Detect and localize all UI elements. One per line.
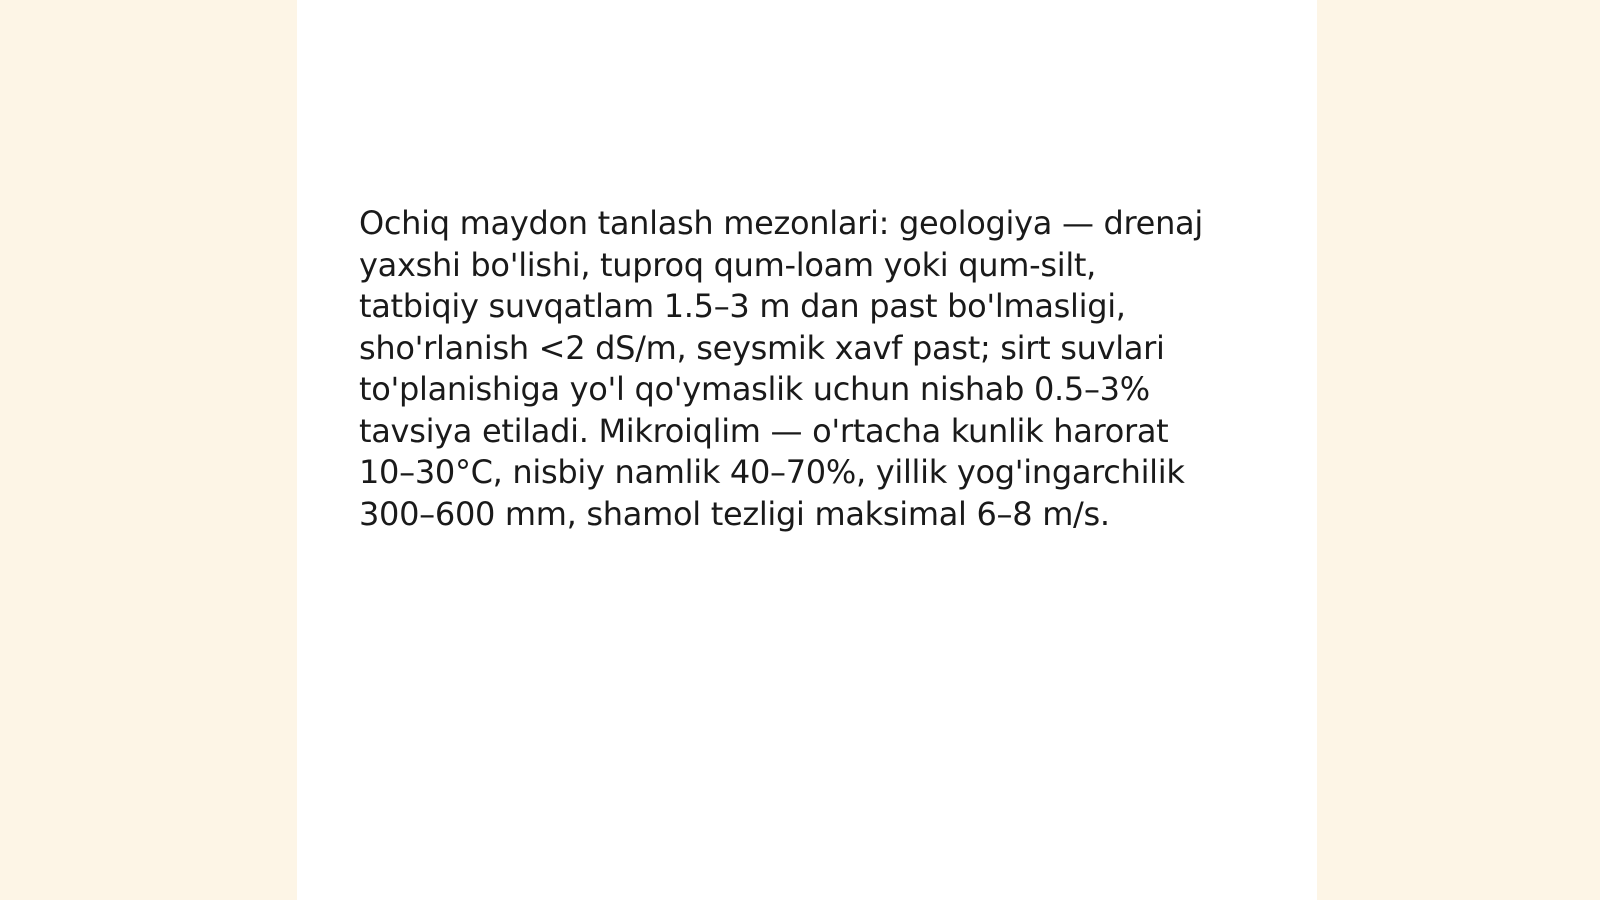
text-line: tavsiya etiladi. Mikroiqlim — o'rtacha kunlik harorat <box>359 411 1169 450</box>
text-line: 300–600 mm, shamol tezligi maksimal 6–8 m/s. <box>359 494 1110 533</box>
text-line: tatbiqiy suvqatlam 1.5–3 m dan past bo'lmasligi, <box>359 287 1126 325</box>
body-paragraph <box>359 203 1259 535</box>
document-page <box>297 0 1317 900</box>
text-line: sho'rlanish <2 dS/m, seysmik xavf past; sirt suvlari <box>359 328 1165 367</box>
text-line: 10–30°C, nisbiy namlik 40–70%, yillik yog'ingarchilik <box>359 453 1185 491</box>
text-line: yaxshi bo'lishi, tuproq qum-loam yoki qum-silt, <box>359 245 1097 284</box>
text-line: to'planishiga yo'l qo'ymaslik uchun nishab 0.5–3% <box>359 370 1150 408</box>
text-line: Ochiq maydon tanlash mezonlari: geologiya — drenaj <box>359 204 1203 242</box>
